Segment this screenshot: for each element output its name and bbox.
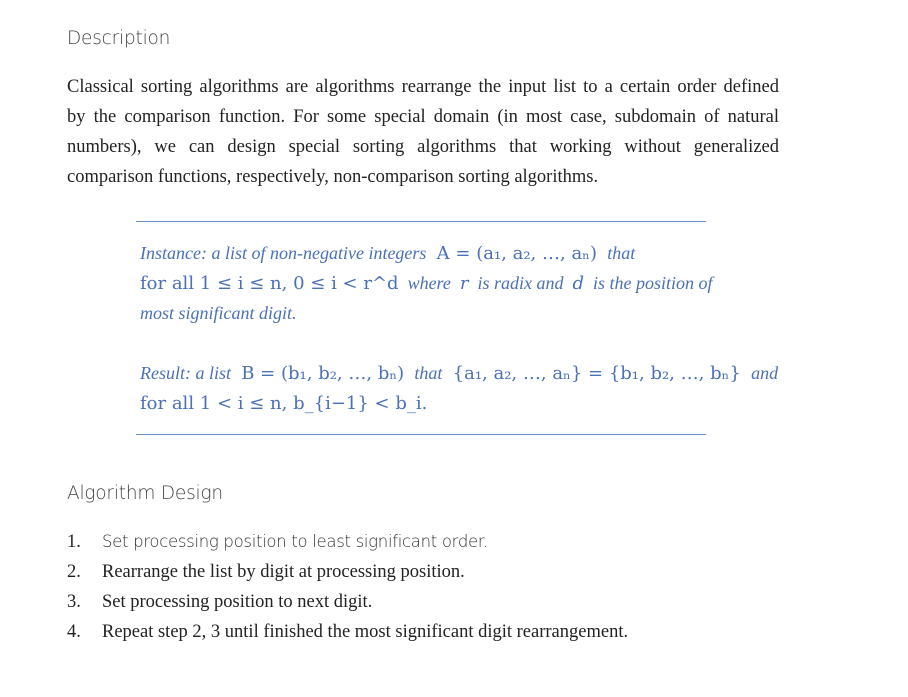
- instance-that: that: [607, 243, 636, 263]
- instance-msd: most significant digit.: [140, 303, 297, 323]
- result-line-2: [140, 391, 427, 416]
- result-that: that: [414, 363, 443, 383]
- step-number: 4.: [67, 622, 81, 642]
- list-item: [67, 587, 628, 617]
- step-number: 2.: [67, 562, 81, 582]
- result-line-1: [140, 361, 778, 386]
- list-item: [67, 557, 628, 587]
- description-paragraph: [67, 72, 779, 192]
- step-number: 3.: [67, 592, 81, 612]
- step-number: 1.: [67, 532, 81, 552]
- algorithm-steps-list: [67, 527, 628, 647]
- list-item: [67, 527, 628, 557]
- instance-position-of: is the position of: [593, 273, 713, 293]
- formula-a: A = (a₁, a₂, …, aₙ): [436, 243, 597, 264]
- instance-line-3: [140, 301, 297, 325]
- instance-where: where: [407, 273, 451, 293]
- step-text: Set processing position to next digit.: [102, 592, 373, 612]
- instance-is-radix: is radix and: [477, 273, 564, 293]
- set-equality: {a₁, a₂, …, aₙ} = {b₁, b₂, …, bₙ}: [452, 363, 741, 384]
- step-text: Set processing position to least significant order.: [102, 532, 488, 551]
- quote-top-rule: [136, 221, 706, 222]
- list-item: [67, 617, 628, 647]
- paragraph-line: by the comparison function. For some special domain (in most case, subdomain of natural: [67, 107, 779, 127]
- instance-for-all: for all 1 ≤ i ≤ n, 0 ≤ i < r^d: [140, 273, 399, 294]
- description-heading: Description: [67, 28, 171, 49]
- result-for-all: for all 1 < i ≤ n, b_{i−1} < b_i.: [140, 393, 428, 414]
- step-text: Repeat step 2, 3 until finished the most significant digit rearrangement.: [102, 622, 629, 642]
- instance-line-2: [140, 271, 713, 296]
- digit-symbol: d: [572, 273, 585, 294]
- paragraph-line: Classical sorting algorithms are algorithms rearrange the input list to a certain order defined: [67, 77, 779, 97]
- result-and: and: [751, 363, 779, 383]
- result-label: Result: a list: [140, 363, 231, 383]
- instance-line-1: [140, 241, 635, 266]
- formula-b: B = (b₁, b₂, …, bₙ): [241, 363, 405, 384]
- algorithm-heading: Algorithm Design: [67, 483, 223, 504]
- instance-label: Instance: a list of non-negative integers: [140, 243, 427, 263]
- paragraph-line: numbers), we can design special sorting algorithms that working without generalized: [67, 137, 779, 157]
- radix-symbol: r: [459, 273, 469, 294]
- quote-bottom-rule: [136, 434, 706, 435]
- paragraph-line: comparison functions, respectively, non-comparison sorting algorithms.: [67, 167, 599, 187]
- step-text: Rearrange the list by digit at processing position.: [102, 562, 465, 582]
